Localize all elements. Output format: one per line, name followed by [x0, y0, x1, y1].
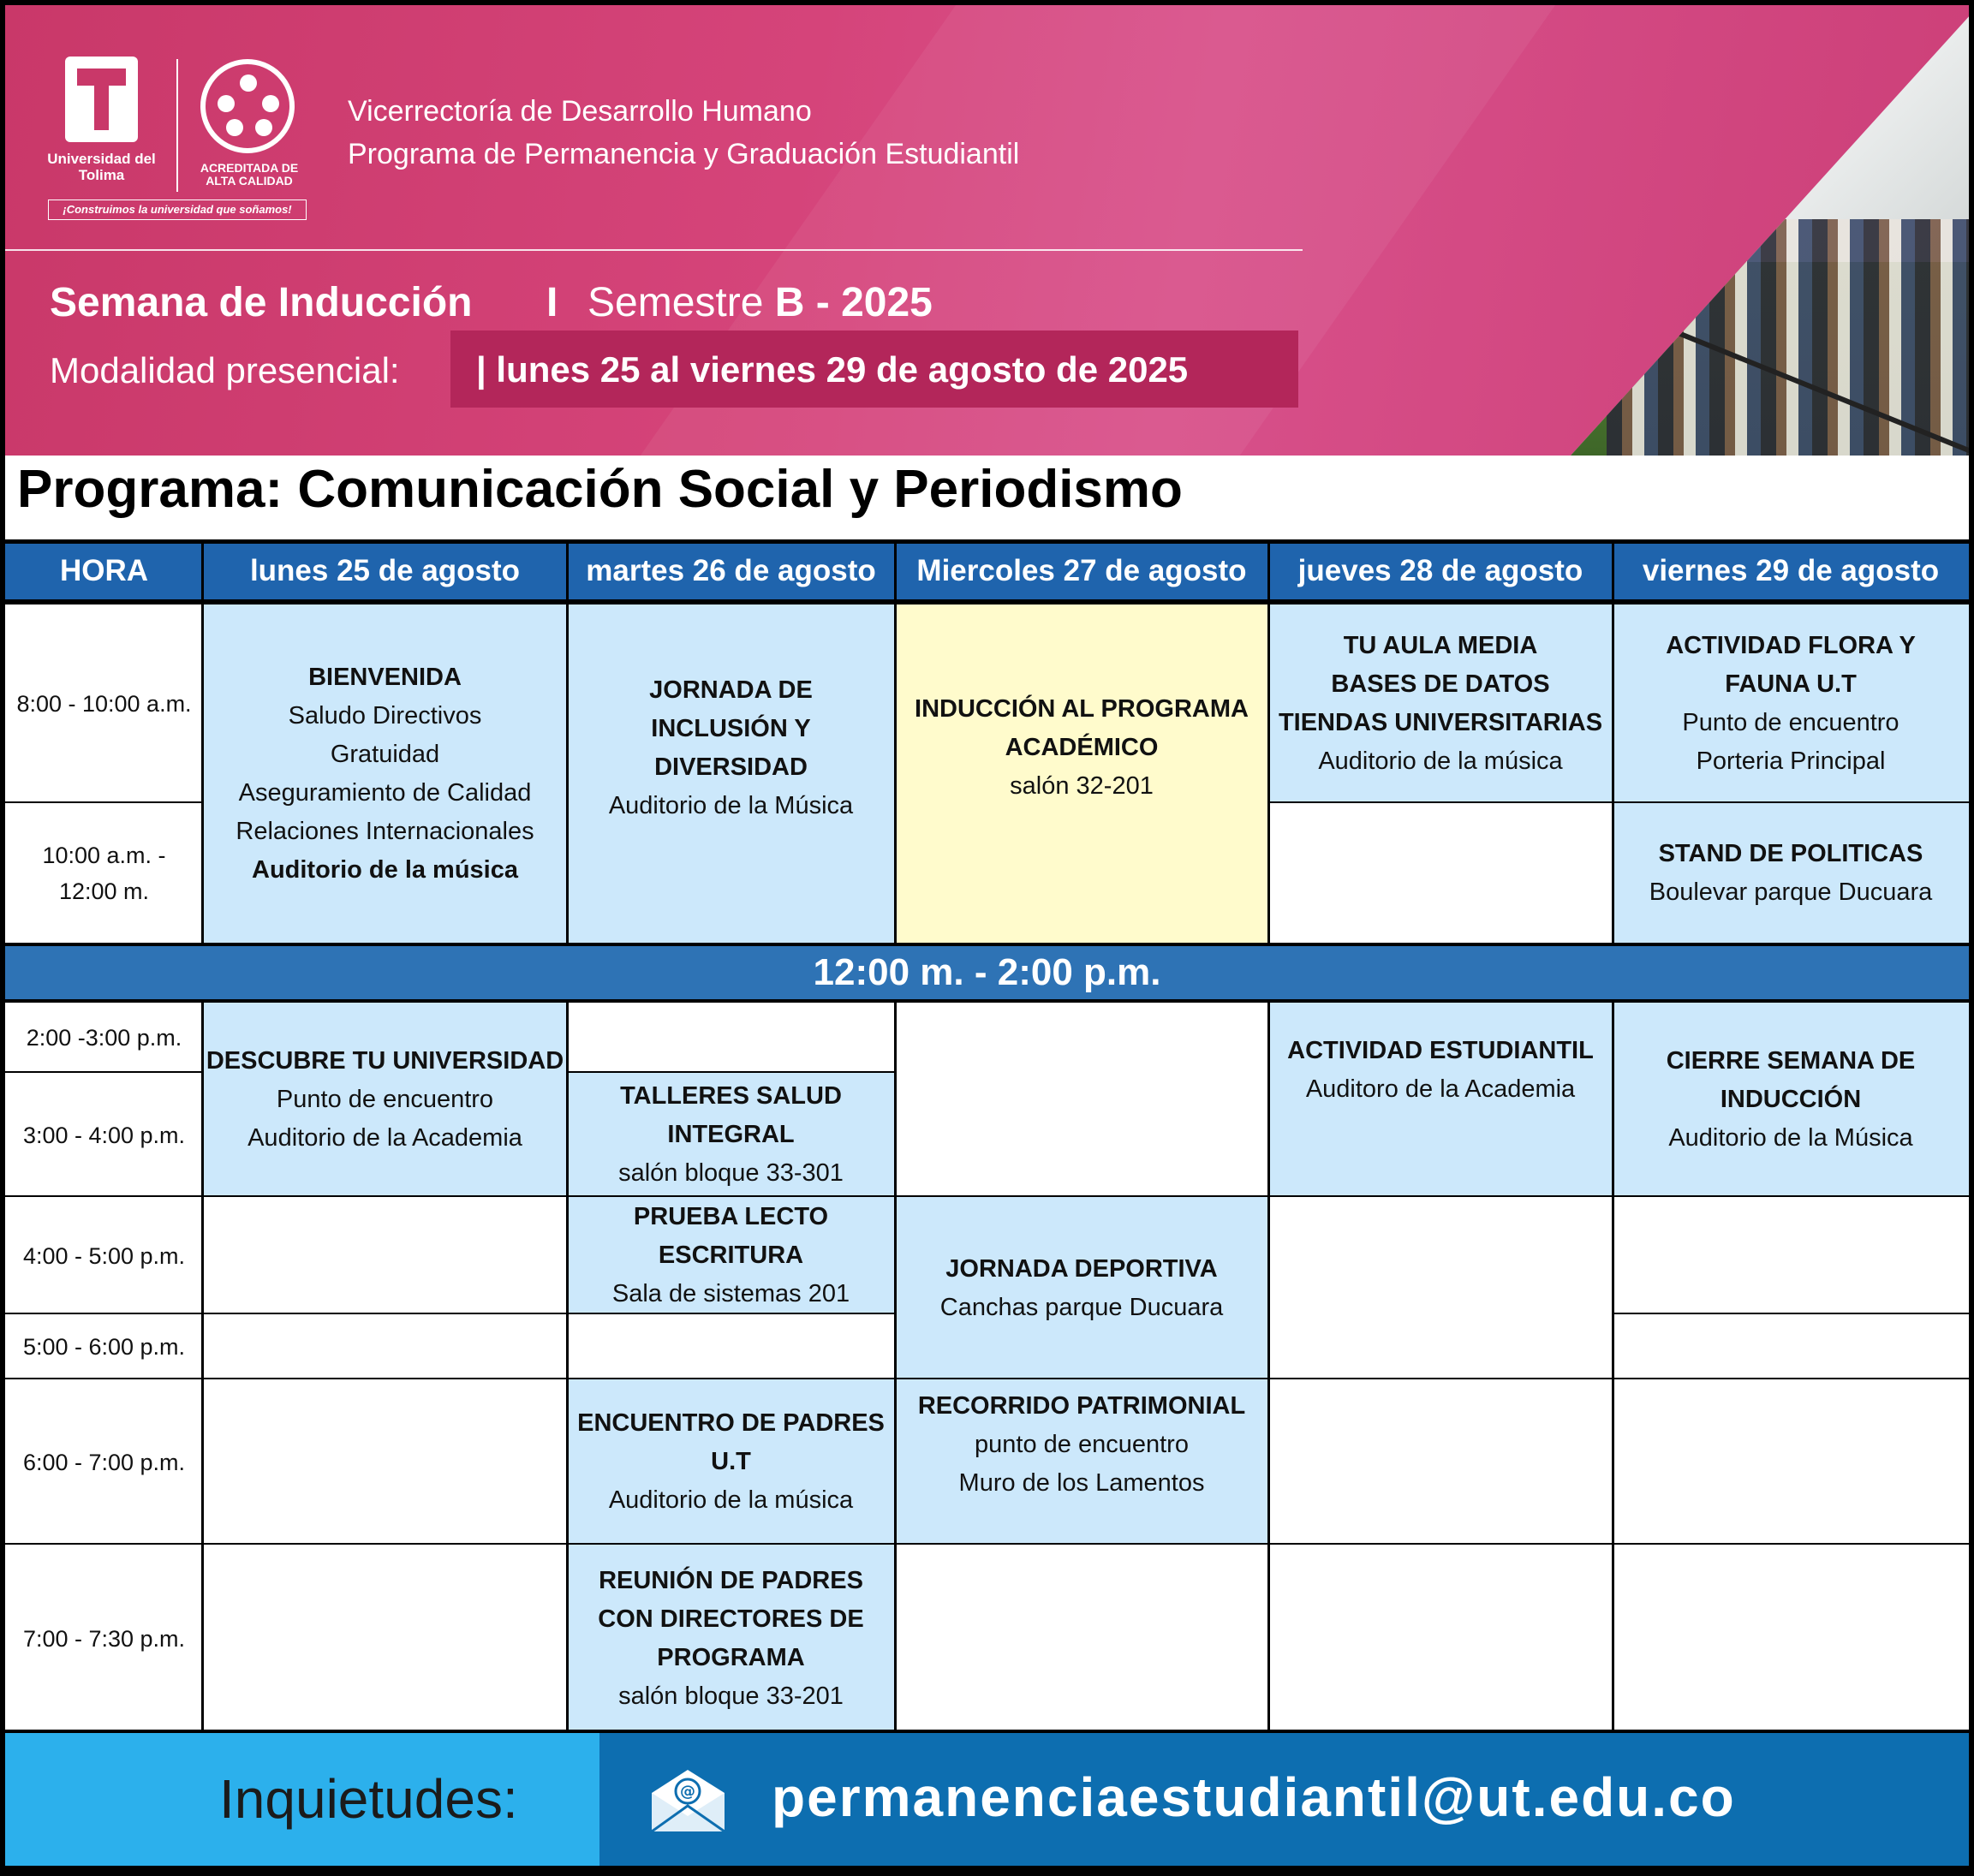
time-slot: 2:00 -3:00 p.m.	[5, 1003, 203, 1073]
empty-slot	[203, 1379, 567, 1545]
semester-label: Semestre B - 2025	[587, 280, 933, 325]
empty-slot	[1613, 1197, 1969, 1314]
event-tu-aula-media: TU AULA MEDIA BASES DE DATOS TIENDAS UNIVERSITARIAS Auditorio de la música	[1268, 604, 1613, 803]
page-title: Programa: Comunicación Social y Periodismo	[17, 460, 1183, 519]
column-header-hora: HORA	[5, 542, 203, 599]
induction-separator: I	[546, 280, 558, 325]
event-talleres-salud: TALLERES SALUD INTEGRAL salón bloque 33-301	[567, 1073, 895, 1197]
permanencia-program-title: Programa de Permanencia y Graduación Estudiantil	[348, 138, 1020, 170]
page	[5, 5, 1969, 1866]
event-bienvenida: BIENVENIDA Saludo Directivos Gratuidad Aseguramiento de Calidad Relaciones Internacionales Auditorio de la música	[203, 604, 567, 943]
inquietudes-label: Inquietudes:	[219, 1768, 518, 1830]
vicerrectoria-title: Vicerrectoría de Desarrollo Humano	[348, 95, 812, 128]
contact-email[interactable]: permanenciaestudiantil@ut.edu.co	[772, 1766, 1736, 1828]
time-slot: 7:00 - 7:30 p.m.	[5, 1545, 203, 1733]
svg-text:@: @	[680, 1783, 695, 1801]
banner	[5, 5, 1969, 456]
semester-value: B - 2025	[774, 280, 933, 325]
column-header-tuesday: martes 26 de agosto	[567, 542, 895, 599]
logo-university-name: Universidad del Tolima	[47, 151, 156, 183]
time-slot: 8:00 - 10:00 a.m.	[5, 604, 203, 803]
event-reunion-padres: REUNIÓN DE PADRES CON DIRECTORES DE PROGRAMA salón bloque 33-201	[567, 1545, 895, 1733]
event-jornada-deportiva: JORNADA DEPORTIVA Canchas parque Ducuara	[895, 1197, 1268, 1379]
empty-slot	[895, 1545, 1268, 1733]
empty-slot	[895, 1003, 1268, 1197]
event-jornada-inclusion: JORNADA DE INCLUSIÓN Y DIVERSIDAD Auditorio de la Música	[567, 604, 895, 943]
event-cierre-semana: CIERRE SEMANA DE INDUCCIÓN Auditorio de la Música	[1613, 1003, 1969, 1197]
empty-slot	[203, 1314, 567, 1379]
empty-slot	[1613, 1379, 1969, 1545]
empty-slot	[1268, 1545, 1613, 1733]
university-logo	[39, 52, 313, 223]
footer	[5, 1733, 1969, 1866]
empty-slot	[203, 1197, 567, 1314]
event-flora-fauna: ACTIVIDAD FLORA Y FAUNA U.T Punto de encuentro Porteria Principal	[1613, 604, 1969, 803]
event-stand-politicas: STAND DE POLITICAS Boulevar parque Ducuara	[1613, 803, 1969, 943]
column-header-monday: lunes 25 de agosto	[203, 542, 567, 599]
accreditation-seal-icon	[200, 59, 295, 153]
dates-box	[450, 331, 1298, 408]
event-induccion-programa: INDUCCIÓN AL PROGRAMA ACADÉMICO salón 32-201	[895, 604, 1268, 943]
time-slot: 3:00 - 4:00 p.m.	[5, 1073, 203, 1197]
event-actividad-estudiantil: ACTIVIDAD ESTUDIANTIL Auditoro de la Academia	[1268, 1003, 1613, 1197]
email-at-icon	[647, 1763, 729, 1836]
empty-slot	[203, 1545, 567, 1733]
lunch-break-row: 12:00 m. - 2:00 p.m.	[5, 943, 1969, 1003]
empty-slot	[567, 1003, 895, 1073]
empty-slot	[567, 1314, 895, 1379]
logo-slogan: ¡Construimos la universidad que soñamos!	[48, 200, 307, 220]
event-dates: | lunes 25 al viernes 29 de agosto de 2025	[476, 349, 1189, 390]
empty-slot	[1613, 1314, 1969, 1379]
column-header-wednesday: Miercoles 27 de agosto	[895, 542, 1268, 599]
empty-slot	[1268, 803, 1613, 943]
time-slot: 4:00 - 5:00 p.m.	[5, 1197, 203, 1314]
column-header-friday: viernes 29 de agosto	[1613, 542, 1969, 599]
column-header-thursday: jueves 28 de agosto	[1268, 542, 1613, 599]
time-slot: 5:00 - 6:00 p.m.	[5, 1314, 203, 1379]
event-descubre-universidad: DESCUBRE TU UNIVERSIDAD Punto de encuentro Auditorio de la Academia	[203, 1003, 567, 1197]
event-encuentro-padres: ENCUENTRO DE PADRES U.T Auditorio de la música	[567, 1379, 895, 1545]
induction-week-label: Semana de Inducción	[50, 280, 473, 325]
empty-slot	[1268, 1197, 1613, 1379]
time-slot: 6:00 - 7:00 p.m.	[5, 1379, 203, 1545]
logo-accreditation: ACREDITADA DE ALTA CALIDAD	[200, 161, 299, 188]
empty-slot	[1268, 1379, 1613, 1545]
event-prueba-lecto: PRUEBA LECTO ESCRITURA Sala de sistemas 201	[567, 1197, 895, 1314]
modality-label: Modalidad presencial:	[50, 350, 400, 390]
time-slot: 10:00 a.m. - 12:00 m.	[5, 803, 203, 943]
event-recorrido-patrimonial: RECORRIDO PATRIMONIAL punto de encuentro Muro de los Lamentos	[895, 1379, 1268, 1545]
ut-logo-icon	[65, 57, 138, 142]
banner-divider	[5, 249, 1303, 251]
empty-slot	[1613, 1545, 1969, 1733]
